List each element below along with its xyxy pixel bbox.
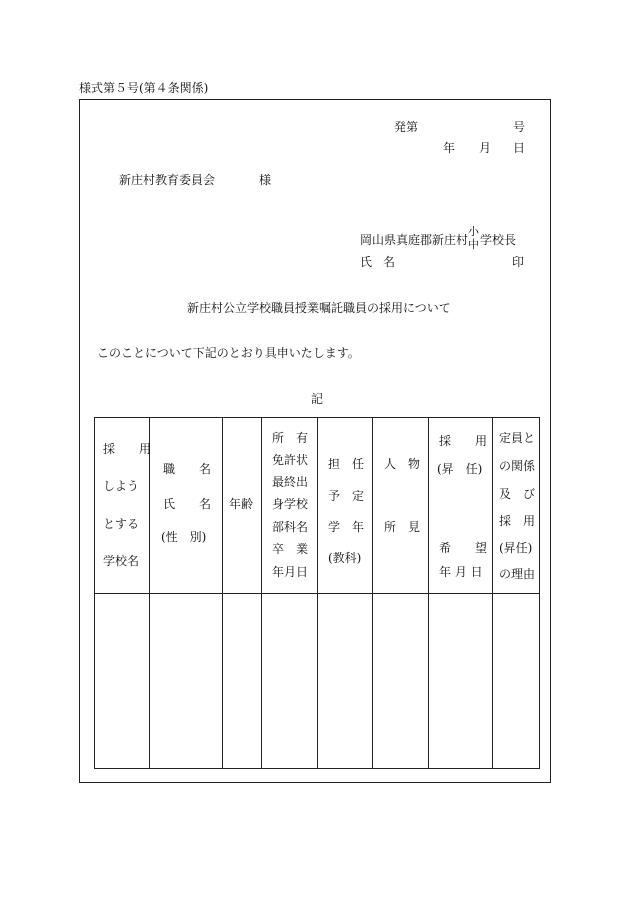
school-type-elementary: 小	[468, 225, 479, 238]
issue-number-suffix: 号	[513, 120, 526, 134]
entry-reason[interactable]	[493, 594, 540, 769]
addressee-name: 新庄村教育委員会	[119, 173, 216, 187]
entry-position-name[interactable]	[150, 594, 223, 769]
date-year: 年	[443, 141, 456, 155]
header-personal-assessment: 人 物 所 見	[373, 418, 429, 594]
header-school: 採 用 しよう とする 学校名	[95, 418, 150, 594]
application-table	[94, 417, 540, 769]
header-desired-date: 採 用 (昇 任) 希 望 年 月 日	[429, 418, 493, 594]
addressee-honorific: 様	[259, 173, 272, 187]
sender-school-suffix: 学校長	[480, 233, 517, 247]
sender-name-label-2: 名	[383, 255, 396, 269]
entry-license-education[interactable]	[262, 594, 318, 769]
seal-mark: 印	[512, 255, 525, 269]
header-reason: 定員と の関係 及 び 採 用 (昇任) の理由	[493, 418, 540, 594]
sender-name-label-1: 氏	[360, 255, 373, 269]
header-license-education: 所 有 免許状 最終出 身学校 部科名 卒 業 年月日	[262, 418, 318, 594]
date-month: 月	[479, 141, 492, 155]
table-header-row	[95, 418, 540, 594]
header-age: 年齢	[223, 418, 262, 594]
entry-personal-assessment[interactable]	[373, 594, 429, 769]
document-title: 新庄村公立学校職員授業嘱託職員の採用について	[187, 301, 451, 315]
form-number: 様式第５号(第４条関係)	[79, 81, 209, 95]
body-text: このことについて下記のとおり具申いたします。	[97, 346, 360, 360]
entry-desired-date[interactable]	[429, 594, 493, 769]
entry-school[interactable]	[95, 594, 150, 769]
sender-school-prefix: 岡山県真庭郡新庄村	[360, 233, 469, 247]
table-entry-row	[95, 594, 540, 769]
date-day: 日	[513, 141, 526, 155]
entry-teaching-plan[interactable]	[318, 594, 373, 769]
header-position-name: 職 名 氏 名 (性 別)	[150, 418, 223, 594]
ki-notation: 記	[311, 392, 324, 406]
school-type-junior: 中	[468, 238, 479, 251]
issue-number-prefix: 発第	[394, 120, 419, 134]
entry-age[interactable]	[223, 594, 262, 769]
header-teaching-plan: 担 任 予 定 学 年 (教科)	[318, 418, 373, 594]
